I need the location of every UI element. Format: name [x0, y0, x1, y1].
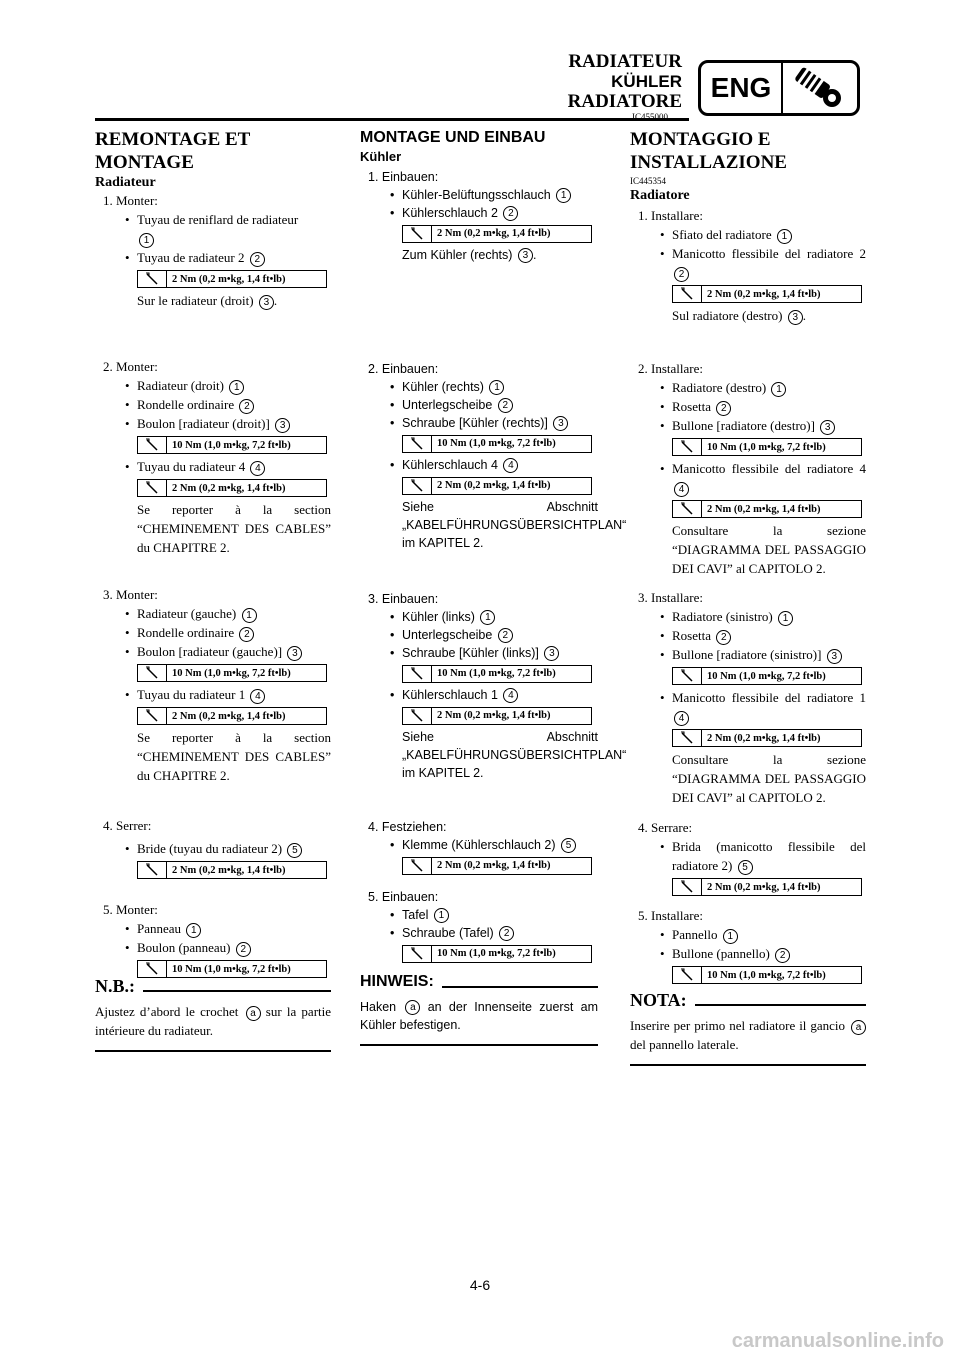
list-item: • Brida (manicotto flessibile del radiatore 2) 5: [630, 837, 866, 875]
note-label: NOTA:: [630, 990, 687, 1010]
step-head: 2. Einbauen:: [368, 362, 439, 376]
list-item: • Rondelle ordinaire 2: [95, 395, 331, 414]
note-body: Inserire per primo nel radiatore il gancio a del pannello laterale.: [630, 1016, 866, 1054]
step-5: [360, 888, 598, 966]
title-de: KÜHLER: [611, 72, 682, 91]
wrench-icon: [673, 286, 702, 302]
step-head: 5. Installare:: [638, 908, 703, 923]
step-note: Siehe Abschnitt „KABELFÜHRUNGSÜBERSICHTPLAN“ im KAPITEL 2.: [402, 500, 627, 550]
list-item: • Bride (tuyau du radiateur 2) 5: [95, 839, 331, 858]
callout-number: 1: [186, 923, 201, 938]
callout-letter: a: [851, 1020, 866, 1035]
step-head: 5. Monter:: [103, 902, 158, 917]
note-body: Haken a an der Innenseite zuerst am Kühler befestigen.: [360, 1000, 598, 1032]
callout-number: 1: [139, 233, 154, 248]
callout-number: 2: [674, 267, 689, 282]
callout-number: 4: [674, 711, 689, 726]
list-item: • Boulon [radiateur (droit)] 3: [95, 414, 331, 433]
callout-number: 3: [275, 418, 290, 433]
wrench-icon: [138, 665, 167, 681]
callout-number: 4: [503, 458, 518, 473]
torque-spec: 2 Nm (0,2 m•kg, 1,4 ft•lb): [402, 707, 592, 725]
wrench-icon: [403, 946, 432, 962]
wrench-icon: [673, 730, 702, 746]
step-head: 1. Einbauen:: [368, 170, 439, 184]
torque-spec: 10 Nm (1,0 m•kg, 7,2 ft•lb): [672, 438, 862, 456]
torque-spec: 2 Nm (0,2 m•kg, 1,4 ft•lb): [137, 861, 327, 879]
column-italian: [630, 128, 866, 1052]
step-head: 4. Serrare:: [638, 820, 693, 835]
torque-spec: 2 Nm (0,2 m•kg, 1,4 ft•lb): [402, 225, 592, 243]
list-item: • Kühlerschlauch 4 4: [360, 456, 598, 474]
list-item: • Manicotto flessibile del radiatore 1 4: [630, 688, 866, 726]
callout-number: 2: [498, 628, 513, 643]
callout-number: 5: [561, 838, 576, 853]
torque-spec: 10 Nm (1,0 m•kg, 7,2 ft•lb): [402, 945, 592, 963]
callout-number: 2: [503, 206, 518, 221]
list-item: • Radiatore (destro) 1: [630, 378, 866, 397]
torque-spec: 10 Nm (1,0 m•kg, 7,2 ft•lb): [402, 435, 592, 453]
callout-number: 1: [480, 610, 495, 625]
step-5: [95, 900, 331, 981]
note-label: N.B.:: [95, 976, 135, 996]
list-item: • Boulon [radiateur (gauche)] 3: [95, 642, 331, 661]
torque-spec: 10 Nm (1,0 m•kg, 7,2 ft•lb): [672, 667, 862, 685]
list-item: • Bullone (pannello) 2: [630, 944, 866, 963]
step-4: [630, 818, 866, 899]
callout-number: 4: [503, 688, 518, 703]
list-item: • Rondelle ordinaire 2: [95, 623, 331, 642]
wrench-icon: [138, 862, 167, 878]
wrench-icon: [138, 708, 167, 724]
callout-number: 3: [827, 649, 842, 664]
list-item: • Kühler (rechts) 1: [360, 378, 598, 396]
list-item: • Schraube (Tafel) 2: [360, 924, 598, 942]
torque-spec: 10 Nm (1,0 m•kg, 7,2 ft•lb): [137, 960, 327, 978]
step-head: 3. Einbauen:: [368, 592, 439, 606]
list-item: • Kühler (links) 1: [360, 608, 598, 626]
list-item: • Schraube [Kühler (rechts)] 3: [360, 414, 598, 432]
callout-number: 4: [250, 461, 265, 476]
wrench-icon: [673, 439, 702, 455]
column-title: MONTAGE UND EINBAU: [360, 129, 546, 146]
column-subtitle: Kühler: [360, 149, 402, 164]
step-head: 1. Monter:: [103, 193, 158, 208]
callout-number: 5: [738, 860, 753, 875]
step-note: Siehe Abschnitt „KABELFÜHRUNGSÜBERSICHTPLAN“ im KAPITEL 2.: [402, 730, 627, 780]
watermark: carmanualsonline.info: [731, 1330, 944, 1352]
torque-spec: 2 Nm (0,2 m•kg, 1,4 ft•lb): [672, 878, 862, 896]
wrench-icon: [403, 708, 432, 724]
list-item: • Radiatore (sinistro) 1: [630, 607, 866, 626]
torque-spec: 2 Nm (0,2 m•kg, 1,4 ft•lb): [672, 729, 862, 747]
wrench-icon: [673, 967, 702, 983]
section-code: IC445354: [630, 176, 666, 186]
list-item: • Schraube [Kühler (links)] 3: [360, 644, 598, 662]
callout-number: 1: [778, 611, 793, 626]
callout-number: 3: [544, 646, 559, 661]
step-2: [360, 360, 627, 552]
callout-number: 4: [250, 689, 265, 704]
list-item: • Kühler-Belüftungsschlauch 1: [360, 186, 598, 204]
callout-number: 2: [498, 398, 513, 413]
wrench-icon: [403, 436, 432, 452]
callout-number: 3: [287, 646, 302, 661]
list-item: • Bullone [radiatore (sinistro)] 3: [630, 645, 866, 664]
torque-spec: 10 Nm (1,0 m•kg, 7,2 ft•lb): [402, 665, 592, 683]
list-item: • Radiateur (gauche) 1: [95, 604, 331, 623]
note-label: HINWEIS:: [360, 973, 434, 990]
step-1: [95, 191, 331, 310]
step-note: Sul radiatore (destro) 3 .: [672, 308, 806, 323]
callout-number: 1: [556, 188, 571, 203]
list-item: • Tuyau du radiateur 1 4: [95, 685, 331, 704]
list-item: • Rosetta 2: [630, 397, 866, 416]
wrench-icon: [403, 666, 432, 682]
step-head: 4. Serrer:: [103, 818, 152, 833]
callout-number: 5: [287, 843, 302, 858]
step-4: [360, 818, 598, 878]
step-note: Consultare la sezione “DIAGRAMMA DEL PASSAGGIO DEI CAVI” al CAPITOLO 2.: [672, 523, 866, 576]
note-block: [95, 976, 331, 1052]
callout-number: 1: [771, 382, 786, 397]
torque-spec: 10 Nm (1,0 m•kg, 7,2 ft•lb): [672, 966, 862, 984]
page-number: 4-6: [469, 1277, 491, 1293]
list-item: • Tuyau de reniflard de radiateur 1: [95, 210, 331, 248]
torque-spec: 2 Nm (0,2 m•kg, 1,4 ft•lb): [137, 479, 327, 497]
header-rule: [95, 118, 689, 121]
wrench-icon: [138, 271, 167, 287]
callout-number: 3: [820, 420, 835, 435]
step-head: 3. Monter:: [103, 587, 158, 602]
step-4: [95, 816, 331, 882]
step-5: [630, 906, 866, 987]
step-2: [630, 359, 866, 578]
step-head: 5. Einbauen:: [368, 890, 439, 904]
step-head: 4. Festziehen:: [368, 820, 447, 834]
torque-spec: 10 Nm (1,0 m•kg, 7,2 ft•lb): [137, 436, 327, 454]
torque-spec: 2 Nm (0,2 m•kg, 1,4 ft•lb): [137, 707, 327, 725]
callout-letter: a: [405, 1000, 420, 1015]
step-note: Se reporter à la section “CHEMINEMENT DES CABLES” du CHAPITRE 2.: [137, 730, 331, 783]
list-item: • Tuyau de radiateur 2 2: [95, 248, 331, 267]
list-item: • Manicotto flessibile del radiatore 2 2: [630, 244, 866, 282]
callout-number: 3: [259, 295, 274, 310]
torque-spec: 2 Nm (0,2 m•kg, 1,4 ft•lb): [672, 285, 862, 303]
callout-number: 3: [553, 416, 568, 431]
engine-icon: [783, 63, 857, 113]
section-badge-label: ENG: [701, 63, 783, 113]
title-fr: RADIATEUR: [568, 51, 682, 72]
list-item: • Kühlerschlauch 2 2: [360, 204, 598, 222]
column-german: [360, 128, 627, 1032]
wrench-icon: [138, 437, 167, 453]
list-item: • Pannello 1: [630, 925, 866, 944]
section-badge: [698, 60, 860, 116]
callout-number: 2: [236, 942, 251, 957]
callout-number: 2: [716, 630, 731, 645]
torque-spec: 10 Nm (1,0 m•kg, 7,2 ft•lb): [137, 664, 327, 682]
step-head: 2. Installare:: [638, 361, 703, 376]
callout-number: 1: [229, 380, 244, 395]
wrench-icon: [673, 501, 702, 517]
callout-number: 1: [723, 929, 738, 944]
callout-number: 3: [518, 248, 533, 263]
column-subtitle: Radiateur: [95, 175, 156, 190]
list-item: • Klemme (Kühlerschlauch 2) 5: [360, 836, 598, 854]
torque-spec: 2 Nm (0,2 m•kg, 1,4 ft•lb): [137, 270, 327, 288]
step-note: Sur le radiateur (droit) 3 .: [137, 293, 278, 308]
callout-number: 2: [239, 399, 254, 414]
torque-spec: 2 Nm (0,2 m•kg, 1,4 ft•lb): [402, 477, 592, 495]
callout-number: 2: [716, 401, 731, 416]
step-note: Se reporter à la section “CHEMINEMENT DES CABLES” du CHAPITRE 2.: [137, 502, 331, 555]
step-3: [360, 590, 627, 782]
callout-number: 2: [499, 926, 514, 941]
callout-number: 1: [434, 908, 449, 923]
list-item: • Unterlegscheibe 2: [360, 396, 598, 414]
list-item: • Tafel 1: [360, 906, 598, 924]
list-item: • Rosetta 2: [630, 626, 866, 645]
list-item: • Sfiato del radiatore 1: [630, 225, 866, 244]
step-note: Consultare la sezione “DIAGRAMMA DEL PASSAGGIO DEI CAVI” al CAPITOLO 2.: [672, 752, 866, 805]
list-item: • Bullone [radiatore (destro)] 3: [630, 416, 866, 435]
title-it: RADIATORE: [567, 91, 682, 112]
callout-number: 1: [242, 608, 257, 623]
step-head: 2. Monter:: [103, 359, 158, 374]
column-title: REMONTAGE ET MONTAGE: [95, 129, 251, 173]
wrench-icon: [403, 478, 432, 494]
column-title: MONTAGGIO E INSTALLAZIONE: [630, 129, 787, 173]
wrench-icon: [403, 226, 432, 242]
step-3: [630, 588, 866, 807]
torque-spec: 2 Nm (0,2 m•kg, 1,4 ft•lb): [402, 857, 592, 875]
list-item: • Boulon (panneau) 2: [95, 938, 331, 957]
step-head: 3. Installare:: [638, 590, 703, 605]
wrench-icon: [673, 879, 702, 895]
note-block: [630, 990, 866, 1066]
step-1: [630, 206, 866, 325]
list-item: • Manicotto flessibile del radiatore 4 4: [630, 459, 866, 497]
callout-number: 2: [250, 252, 265, 267]
header-titles: [568, 52, 682, 112]
column-french: [95, 128, 332, 1038]
step-note: Zum Kühler (rechts) 3 .: [402, 248, 537, 262]
callout-number: 1: [489, 380, 504, 395]
step-2: [95, 357, 331, 557]
note-body: Ajustez d’abord le crochet a sur la partie intérieure du radiateur.: [95, 1004, 332, 1038]
note-block: [360, 972, 598, 1046]
callout-number: 3: [788, 310, 803, 325]
column-subtitle: Radiatore: [630, 188, 690, 203]
torque-spec: 2 Nm (0,2 m•kg, 1,4 ft•lb): [672, 500, 862, 518]
list-item: • Panneau 1: [95, 919, 331, 938]
callout-number: 2: [775, 948, 790, 963]
step-head: 1. Installare:: [638, 208, 703, 223]
wrench-icon: [138, 480, 167, 496]
callout-number: 2: [239, 627, 254, 642]
step-1: [360, 168, 598, 264]
section-code: IC455000: [632, 112, 668, 122]
list-item: • Radiateur (droit) 1: [95, 376, 331, 395]
callout-letter: a: [246, 1006, 261, 1021]
callout-number: 4: [674, 482, 689, 497]
step-3: [95, 585, 331, 785]
callout-number: 1: [777, 229, 792, 244]
list-item: • Unterlegscheibe 2: [360, 626, 598, 644]
list-item: • Kühlerschlauch 1 4: [360, 686, 598, 704]
list-item: • Tuyau du radiateur 4 4: [95, 457, 331, 476]
wrench-icon: [673, 668, 702, 684]
wrench-icon: [138, 961, 167, 977]
wrench-icon: [403, 858, 432, 874]
